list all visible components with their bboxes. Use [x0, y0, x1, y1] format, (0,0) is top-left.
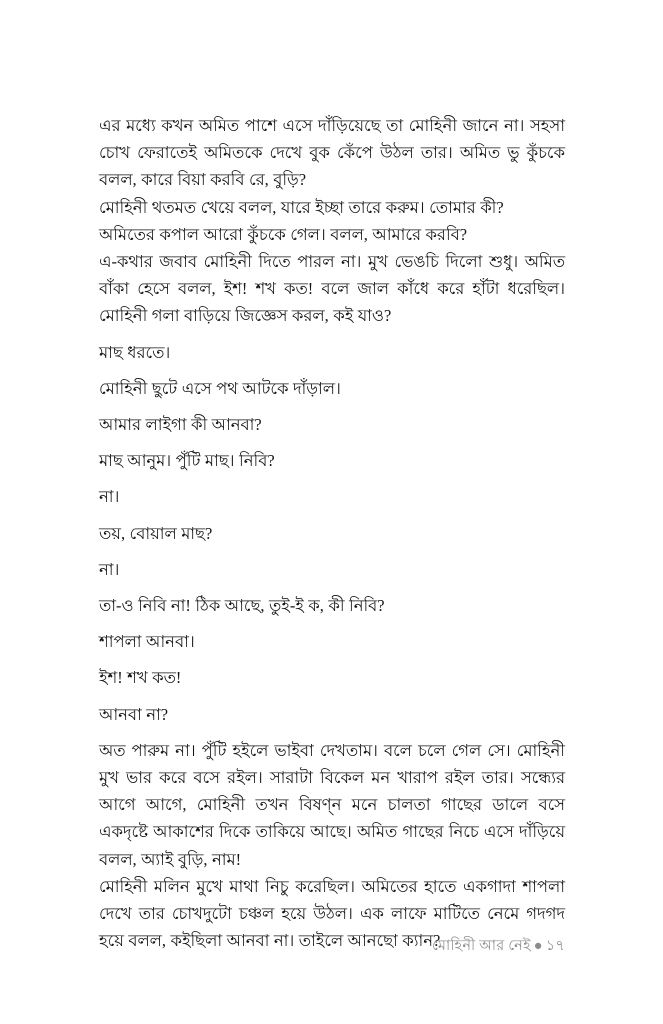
dialogue-line: মোহিনী ছুটে এসে পথ আটকে দাঁড়াল।: [99, 378, 341, 398]
dialogue-line: শাপলা আনবা।: [99, 632, 195, 652]
page-footer: [432, 936, 565, 956]
page-text-block: [99, 112, 565, 954]
dialogue-line: মাছ ধরতে।: [99, 342, 171, 362]
dialogue-line: মাছ আনুম। পুঁটি মাছ। নিবি?: [99, 451, 275, 471]
body-paragraph: মোহিনী মলিন মুখে মাথা নিচু করেছিল। অমিতের হাতে একগাদা শাপলা দেখে তার চোখদুটো চঞ্চল হয়ে উঠল। এক লাফে মাটিতে নেমে গদগদ হয়ে বলল, কইছিলা আনবা না। তাইলে আনছো ক্যান?: [99, 876, 565, 951]
dialogue-line: না।: [99, 487, 120, 507]
dialogue-line: ইশ! শখ কত!: [99, 668, 182, 688]
footer-page-number: ১৭: [545, 938, 565, 954]
body-paragraph: অত পারুম না। পুঁটি হইলে ভাইবা দেখতাম। বলে চলে গেল সে। মোহিনী মুখ ভার করে বসে রইল। সারাটা বিকেল মন খারাপ রইল তার। সন্ধ্যের আগে আগে, মোহিনী তখন বিষণ্ন মনে চালতা গাছের ডালে বসে একদৃষ্টে আকাশের দিকে তাকিয়ে আছে। অমিত গাছের নিচে এসে দাঁড়িয়ে বলল, অ্যাই বুড়ি, নাম!: [99, 740, 565, 869]
footer-book-title: মোহিনী আর নেই: [432, 938, 531, 954]
body-paragraph: এ-কথার জবাব মোহিনী দিতে পারল না। মুখ ভেঙচি দিলো শুধু। অমিত বাঁকা হেসে বলল, ইশ! শখ কত! বলে জাল কাঁধে করে হাঁটা ধরেছিল। মোহিনী গলা বাড়িয়ে জিজ্ঞেস করল, কই যাও?: [99, 252, 565, 326]
footer-separator-bullet: ●: [533, 938, 543, 954]
body-paragraph: অমিতের কপাল আরো কুঁচকে গেল। বলল, আমারে করবি?: [99, 224, 468, 244]
dialogue-line: আমার লাইগা কী আনবা?: [99, 415, 262, 435]
dialogue-line: তয়, বোয়াল মাছ?: [99, 523, 213, 543]
dialogue-line: আনবা না?: [99, 704, 169, 724]
dialogue-line: না।: [99, 559, 120, 579]
body-paragraph: মোহিনী থতমত খেয়ে বলল, যারে ইচ্ছা তারে করুম। তোমার কী?: [99, 197, 504, 217]
body-paragraph: এর মধ্যে কখন অমিত পাশে এসে দাঁড়িয়েছে তা মোহিনী জানে না। সহসা চোখ ফেরাতেই অমিতকে দেখে বুক কেঁপে উঠল তার। অমিত ভু কুঁচকে বলল, কারে বিয়া করবি রে, বুড়ি?: [99, 116, 565, 190]
dialogue-line: তা-ও নিবি না! ঠিক আছে, তুই-ই ক, কী নিবি?: [99, 596, 385, 616]
